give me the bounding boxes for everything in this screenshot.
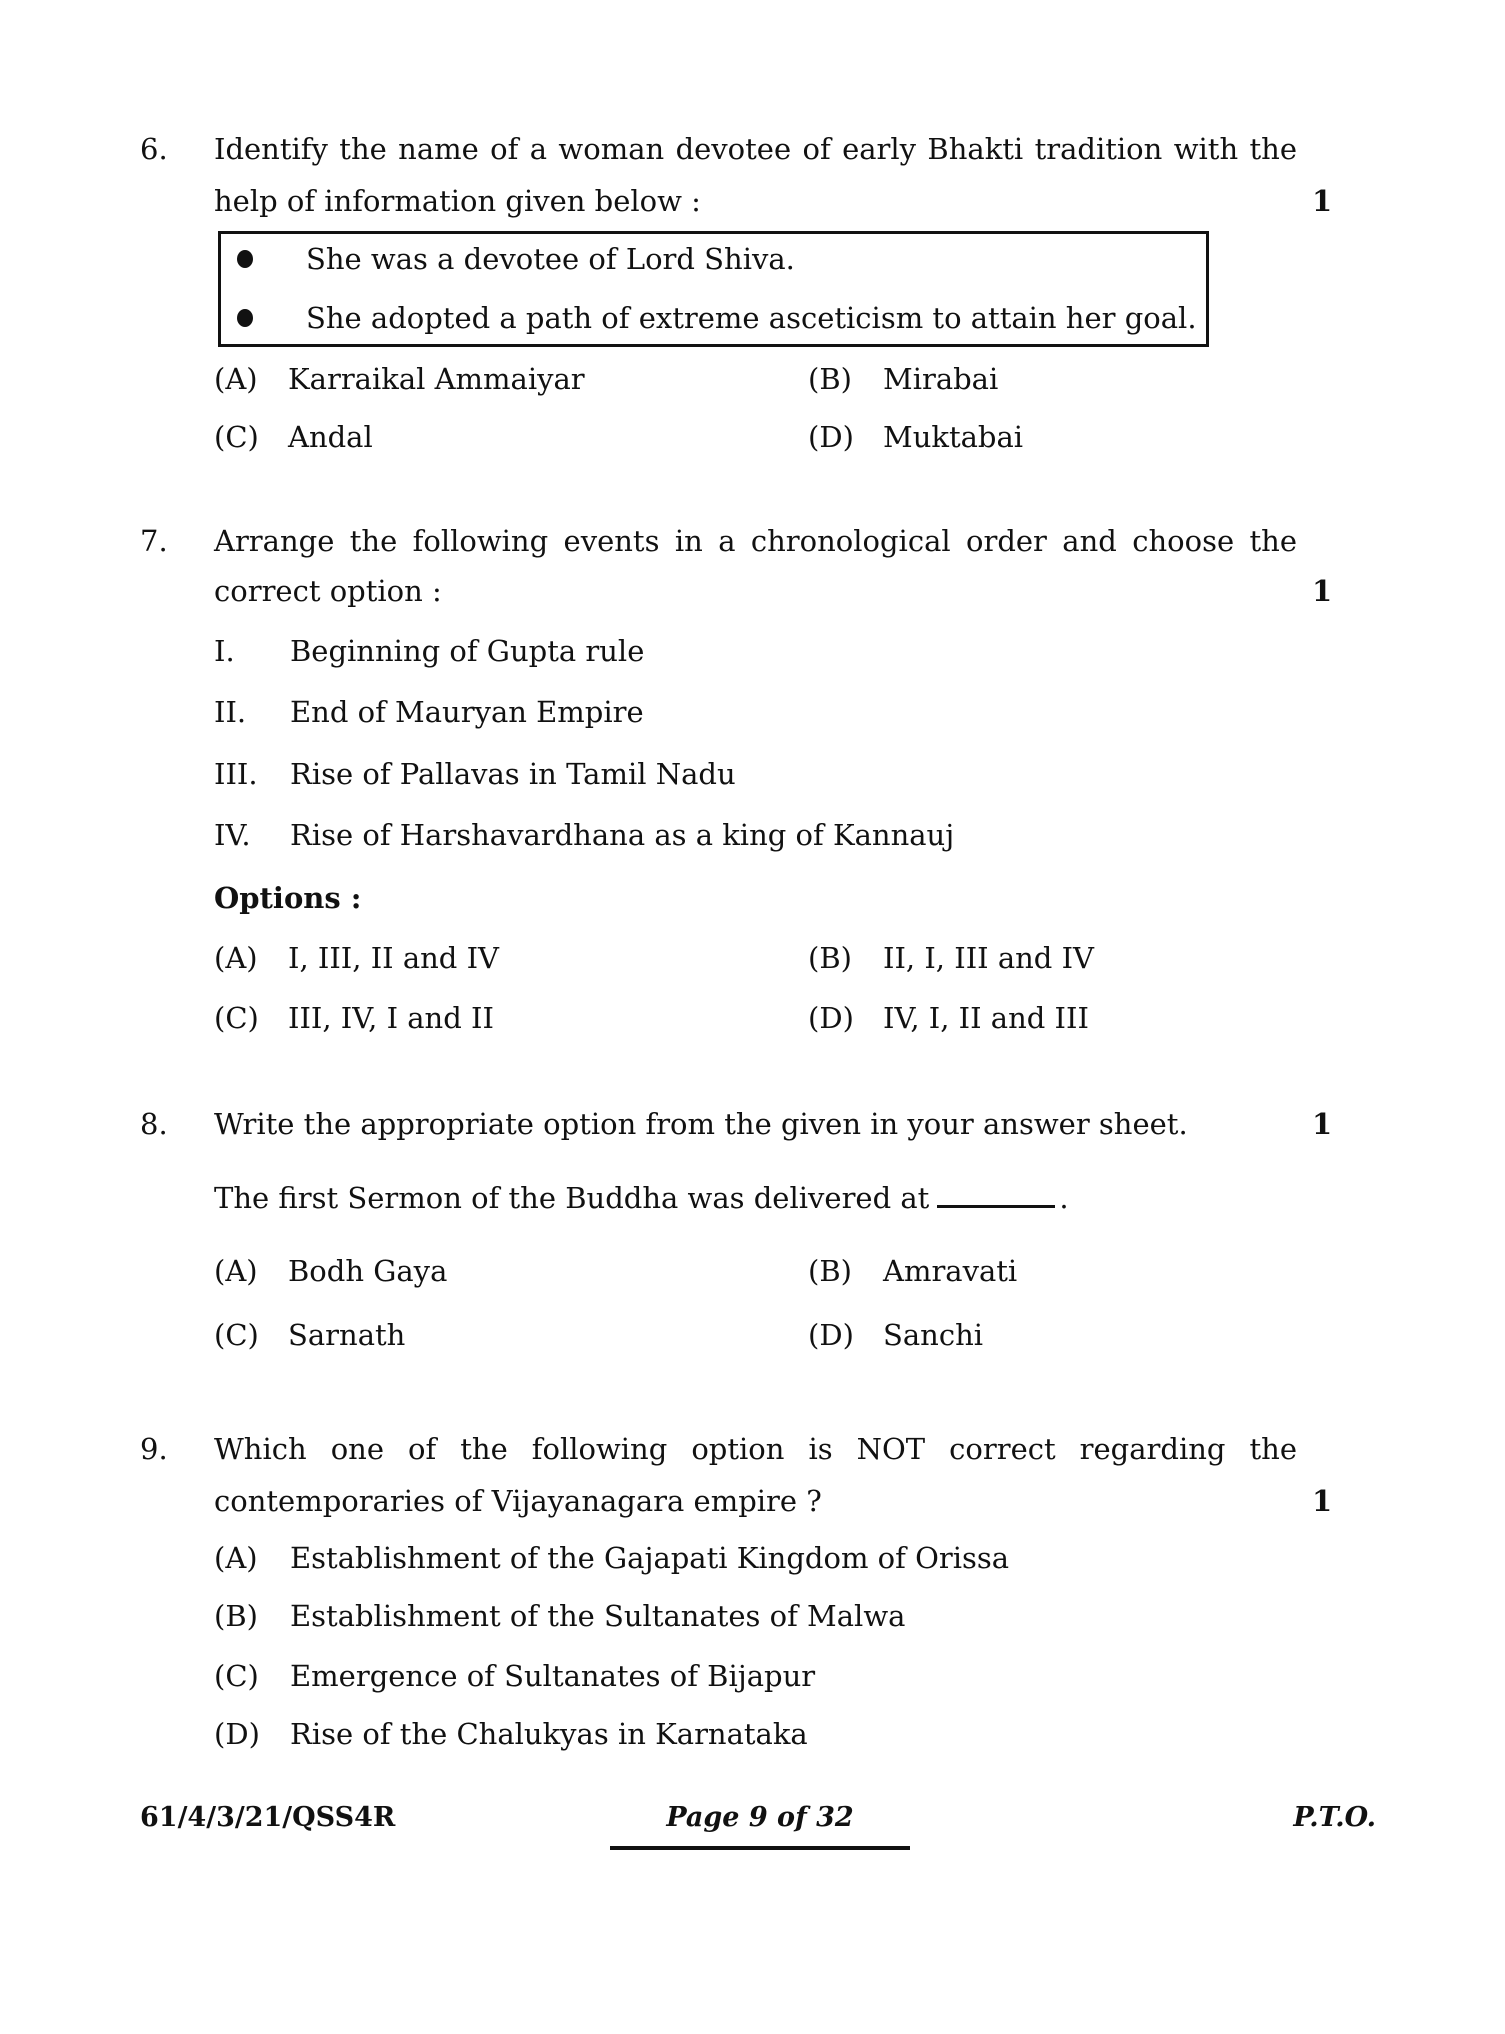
question-text-line: Identify the name of a woman devotee of early Bhakti tradition with the (214, 132, 1297, 166)
marks-value: 1 (1312, 1107, 1333, 1141)
page-number-underline (610, 1846, 910, 1850)
question-text-line: Write the appropriate option from the given in your answer sheet. (214, 1107, 1188, 1141)
option-text: Mirabai (883, 362, 999, 396)
marks-value: 1 (1312, 574, 1333, 608)
option-label: (B) (808, 1254, 852, 1288)
event-text: Rise of Pallavas in Tamil Nadu (290, 757, 736, 791)
info-box-item: She was a devotee of Lord Shiva. (306, 242, 795, 276)
question-text-line: correct option : (214, 574, 442, 608)
option-text: Amravati (883, 1254, 1018, 1288)
option-text: Sarnath (288, 1318, 406, 1352)
event-label: II. (214, 695, 247, 729)
question-number: 9. (140, 1432, 168, 1466)
fill-in-sentence (214, 1179, 1069, 1216)
question-text-line: Arrange the following events in a chronological order and choose the (214, 524, 1297, 558)
event-text: Rise of Harshavardhana as a king of Kannauj (290, 818, 955, 852)
event-label: IV. (214, 818, 251, 852)
option-text: Bodh Gaya (288, 1254, 448, 1288)
option-label: (C) (214, 1001, 259, 1035)
paper-code: 61/4/3/21/QSS4R (140, 1802, 396, 1833)
question-text-line: help of information given below : (214, 184, 701, 218)
options-heading: Options : (214, 881, 362, 915)
option-label: (D) (214, 1717, 260, 1751)
bullet-icon (237, 309, 253, 327)
option-label: (A) (214, 1541, 258, 1575)
question-text-line: Which one of the following option is NOT correct regarding the (214, 1432, 1297, 1466)
marks-value: 1 (1312, 1484, 1333, 1518)
option-text: Rise of the Chalukyas in Karnataka (290, 1717, 808, 1751)
option-label: (C) (214, 420, 259, 454)
option-text: I, III, II and IV (288, 941, 499, 975)
option-label: (A) (214, 362, 258, 396)
option-label: (A) (214, 941, 258, 975)
option-text: Establishment of the Gajapati Kingdom of Orissa (290, 1541, 1010, 1575)
option-label: (C) (214, 1318, 259, 1352)
info-box-item: She adopted a path of extreme asceticism to attain her goal. (306, 301, 1197, 335)
option-label: (A) (214, 1254, 258, 1288)
question-number: 8. (140, 1107, 168, 1141)
event-text: End of Mauryan Empire (290, 695, 644, 729)
question-number: 7. (140, 524, 168, 558)
bullet-icon (237, 250, 253, 268)
option-text: Andal (288, 420, 373, 454)
pto-label: P.T.O. (1293, 1802, 1376, 1833)
event-label: I. (214, 634, 235, 668)
option-text: Karraikal Ammaiyar (288, 362, 585, 396)
option-text: Muktabai (883, 420, 1024, 454)
option-label: (B) (214, 1599, 258, 1633)
page-number: Page 9 of 32 (666, 1802, 854, 1833)
option-label: (D) (808, 420, 854, 454)
event-label: III. (214, 757, 258, 791)
option-label: (D) (808, 1001, 854, 1035)
option-text: Sanchi (883, 1318, 984, 1352)
answer-blank (937, 1179, 1055, 1208)
option-label: (C) (214, 1659, 259, 1693)
question-text-line: contemporaries of Vijayanagara empire ? (214, 1484, 822, 1518)
marks-value: 1 (1312, 184, 1333, 218)
sentence-end: . (1059, 1181, 1069, 1215)
option-label: (D) (808, 1318, 854, 1352)
option-text: II, I, III and IV (883, 941, 1094, 975)
question-number: 6. (140, 132, 168, 166)
option-text: Establishment of the Sultanates of Malwa (290, 1599, 906, 1633)
event-text: Beginning of Gupta rule (290, 634, 645, 668)
option-text: IV, I, II and III (883, 1001, 1089, 1035)
option-text: Emergence of Sultanates of Bijapur (290, 1659, 816, 1693)
sentence-text: The first Sermon of the Buddha was delivered at (214, 1181, 930, 1215)
option-label: (B) (808, 362, 852, 396)
option-label: (B) (808, 941, 852, 975)
option-text: III, IV, I and II (288, 1001, 494, 1035)
